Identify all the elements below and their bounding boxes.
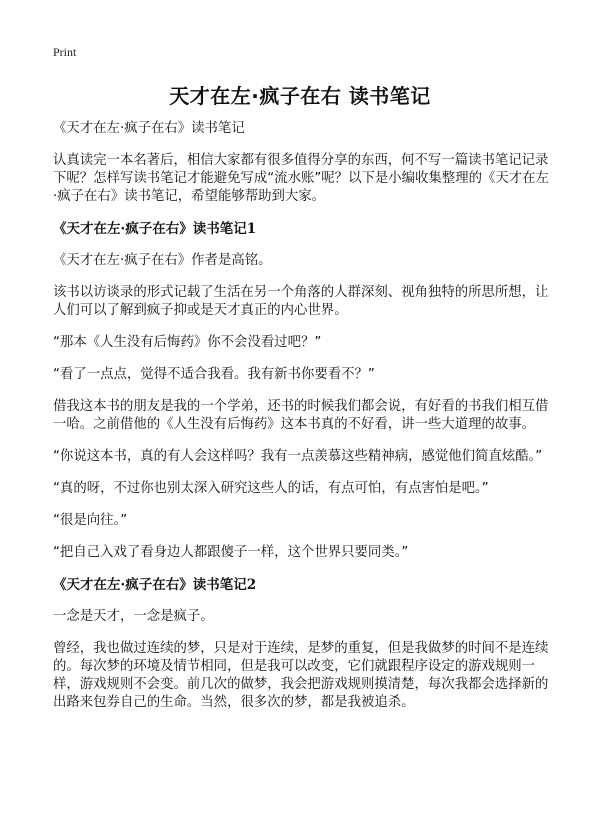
intro-paragraph: 认真读完一本名著后，相信大家都有很多值得分享的东西，何不写一篇读书笔记记录下呢？怎样写读书笔记才能避免写成“流水账”呢？以下是小编收集整理的《天才在左·疯子在右》读书笔记，希望能够帮助到大家。	[53, 153, 549, 204]
document-body	[53, 120, 553, 726]
section-paragraph: 借我这本书的朋友是我的一个学弟，还书的时候我们都会说，有好看的书我们相互借一哈。之前借他的《人生没有后悔药》这本书真的不好看，讲一些大道理的故事。	[53, 399, 549, 432]
section-1	[53, 220, 553, 562]
document-subtitle: 《天才在左·疯子在右》读书笔记	[53, 121, 245, 136]
section-paragraph: “你说这本书，真的有人会这样吗？我有一点羡慕这些精神病，感觉他们简直炫酷。”	[53, 449, 543, 464]
section-paragraph: 《天才在左·疯子在右》作者是高铭。	[53, 253, 272, 268]
print-link[interactable]: Print	[53, 45, 77, 59]
section-paragraph: “看了一点点，觉得不适合我看。我有新书你要看不？”	[53, 367, 375, 382]
page-title: 天才在左·疯子在右 读书笔记	[169, 84, 431, 108]
section-paragraph: 一念是天才，一念是疯子。	[53, 609, 214, 624]
section-heading: 《天才在左·疯子在右》读书笔记1	[53, 221, 257, 237]
section-paragraph: “把自己入戏了看身边人都跟傻子一样，这个世界只要同类。”	[53, 545, 409, 560]
section-paragraph: 曾经，我也做过连续的梦，只是对于连续，是梦的重复，但是我做梦的时间不是连续的。每次梦的环境及情节相同，但是我可以改变，它们就跟程序设定的游戏规则一样，游戏规则不会变。前几次的做梦，我会把游戏规则摸清楚，每次我都会选择新的出路来包券自己的生命。当然，很多次的梦，都是我被追杀。	[53, 641, 549, 710]
section-paragraph: 该书以访谈录的形式记载了生活在另一个角落的人群深刻、视角独特的所思所想，让人们可以了解到疯子抑或是天才真正的内心世界。	[53, 285, 549, 318]
section-2	[53, 576, 553, 712]
section-paragraph: “真的呀，不过你也别太深入研究这些人的话，有点可怕，有点害怕是吧。”	[53, 481, 489, 496]
section-heading: 《天才在左·疯子在右》读书笔记2	[53, 577, 257, 593]
section-paragraph: “那本《人生没有后悔药》你不会没看过吧？”	[53, 335, 322, 350]
section-paragraph: “很是向往。”	[53, 513, 128, 528]
